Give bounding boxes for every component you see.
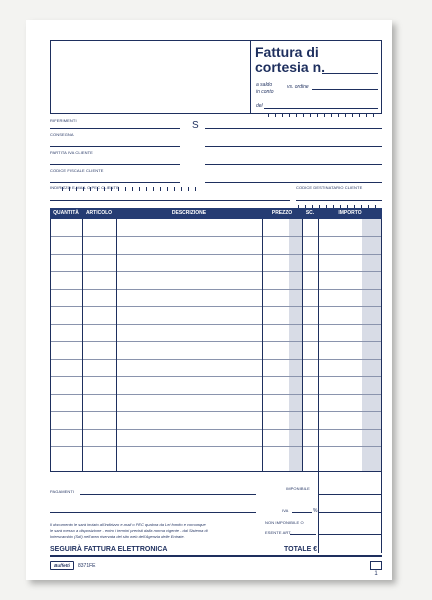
iva-rate-line[interactable] (292, 512, 312, 513)
product-code: 8371FE (78, 563, 96, 569)
partita-iva-label: PARTITA IVA CLIENTE (50, 150, 93, 155)
consegna-label: CONSEGNA (50, 132, 74, 137)
partita-iva-line[interactable] (50, 164, 180, 165)
col-header-descrizione: DESCRIZIONE (171, 210, 207, 216)
vs-ordine-label: vs. ordine (287, 84, 309, 90)
header-divider (250, 40, 251, 114)
table-bottom-border (50, 471, 382, 472)
title-line-2: cortesia n. (255, 59, 326, 75)
non-imponibile-label: NON IMPONIBILE O (265, 520, 304, 525)
s-mark: S (192, 120, 199, 131)
notice-line-3: Interscambio (SdI) nell'area riservata del sito web dell'Agenzia delle Entrate. (50, 534, 185, 539)
col-header-importo: IMPORTO (338, 210, 362, 216)
indirizzo-pec-label: INDIRIZZO E-MAIL O PEC CLIENTE (50, 185, 119, 190)
esente-line[interactable] (290, 534, 316, 535)
brand-logo-text: Buffetti (54, 563, 70, 568)
table-right-border (381, 219, 382, 553)
col-header-quantita: QUANTITÀ (53, 210, 79, 216)
totale-bottom-line (50, 555, 382, 557)
riferimenti-label: RIFERIMENTI (50, 118, 77, 123)
codice-destinatario-label: CODICE DESTINATARIO CLIENTE (296, 185, 363, 190)
in-conto-label: in conto (256, 89, 274, 95)
pagamenti-label: PAGAMENTI (50, 489, 75, 494)
col-sep-1 (82, 219, 83, 471)
invoice-number-line (322, 73, 378, 74)
date-comb (268, 104, 380, 122)
col-sep-4 (302, 219, 303, 471)
page-number: 1 (374, 571, 378, 577)
right-line-3[interactable] (205, 164, 382, 165)
a-saldo-label: a saldo (256, 82, 273, 88)
col-sep-3 (262, 219, 263, 471)
seguira-fattura-label: SEGUIRÀ FATTURA ELETTRONICA (50, 546, 168, 553)
pec-line[interactable] (50, 200, 290, 201)
right-line-2[interactable] (205, 146, 382, 147)
iva-label: IVA (282, 508, 289, 513)
vs-ordine-line[interactable] (312, 89, 378, 90)
page-number-box (370, 561, 382, 577)
col-header-sc: SC. (305, 210, 315, 216)
percent-label: % (313, 508, 318, 514)
consegna-line[interactable] (50, 146, 180, 147)
del-label: del (256, 103, 263, 109)
title-line-1: Fattura di (255, 44, 319, 60)
table-header (50, 208, 382, 219)
esente-amount-line[interactable] (319, 534, 381, 535)
notice-line-1: Il documento le sarà inviato all'indirizzo e-mail o PEC qualora da Lei fornito e comunque (50, 522, 206, 527)
pagamenti-line-2[interactable] (50, 512, 256, 513)
imponibile-line[interactable] (319, 494, 381, 495)
imponibile-label: IMPONIBILE (286, 486, 310, 491)
sc-column-shade (289, 219, 302, 471)
importo-column-shade (362, 219, 382, 471)
col-sep-2 (116, 219, 117, 471)
col-sep-5 (318, 219, 319, 471)
right-line-4[interactable] (205, 182, 382, 183)
notice-line-2: le sarà messo a disposizione - entro i termini previsti dalla norma vigente - dal Sistema di (50, 528, 208, 533)
pagamenti-line[interactable] (80, 494, 256, 495)
right-line-1[interactable] (205, 128, 382, 129)
riferimenti-line[interactable] (50, 128, 180, 129)
totale-label: TOTALE € (284, 546, 318, 553)
table-left-border (50, 219, 51, 471)
brand-logo (50, 561, 74, 570)
codice-fiscale-label: CODICE FISCALE CLIENTE (50, 168, 104, 173)
header-box (50, 40, 382, 114)
col-header-prezzo: PREZZO (271, 210, 293, 216)
col-header-articolo: ARTICOLO (85, 210, 113, 216)
iva-amount-line[interactable] (319, 512, 381, 513)
esente-label: ESENTE ART. (265, 530, 292, 535)
